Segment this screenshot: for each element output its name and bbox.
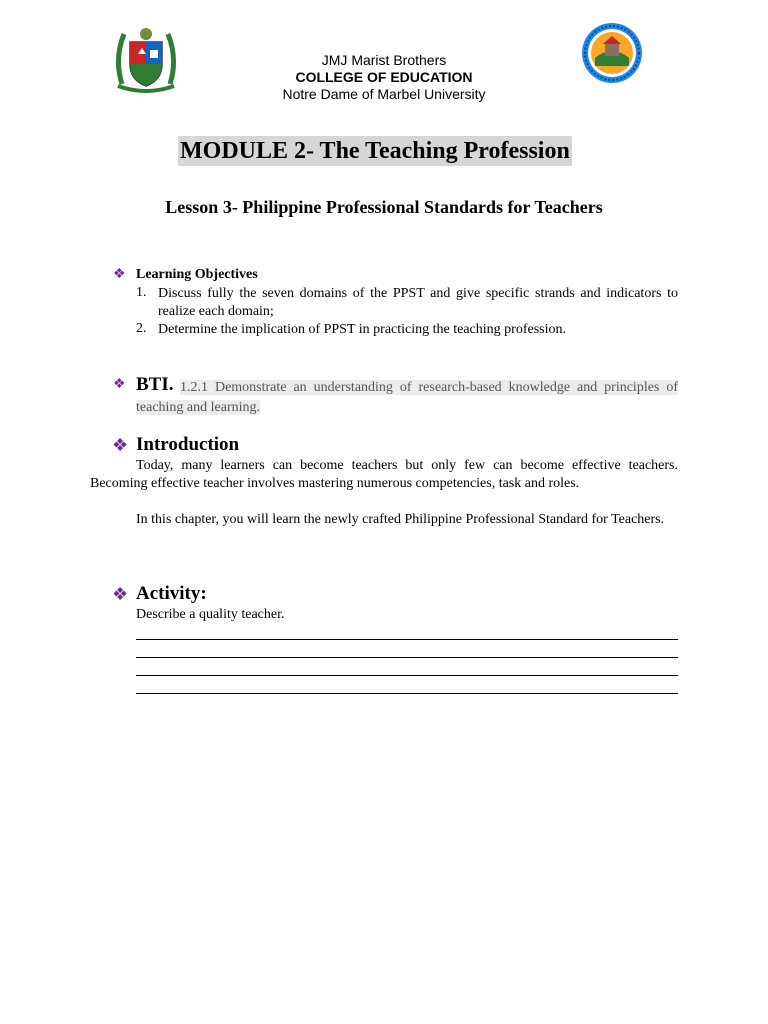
answer-line[interactable] [136, 693, 678, 694]
objective-number: 2. [136, 321, 147, 336]
college-name: COLLEGE OF EDUCATION [295, 69, 473, 85]
institution-name: JMJ Marist Brothers [321, 52, 447, 68]
objective-number: 1. [136, 285, 147, 300]
objective-item: Determine the implication of PPST in practicing the teaching profession. [158, 322, 566, 337]
introduction-heading: Introduction [136, 434, 240, 455]
introduction-paragraph: In this chapter, you will learn the newly crafted Philippine Professional Standard for Teachers. [136, 512, 665, 527]
activity-prompt: Describe a quality teacher. [136, 607, 285, 622]
answer-line[interactable] [136, 639, 678, 640]
lesson-title: Lesson 3- Philippine Professional Standards for Teachers [165, 197, 603, 217]
answer-line[interactable] [136, 675, 678, 676]
university-name: Notre Dame of Marbel University [282, 86, 486, 102]
objectives-bullet-icon: ❖ [113, 267, 126, 282]
introduction-bullet-icon: ❖ [112, 435, 129, 455]
bti-heading: BTI. [136, 374, 174, 395]
objective-item: Discuss fully the seven domains of the PPST and give specific strands and indicators to realize each domain; [158, 286, 678, 319]
module-title: MODULE 2- The Teaching Profession [180, 138, 570, 164]
learning-objectives-heading: Learning Objectives [136, 267, 258, 282]
bti-indicator-highlight: 1.2.1 Demonstrate an understanding of research-based knowledge and principles of teaching and learning. [136, 380, 678, 415]
bti-indicator-text [136, 378, 678, 418]
bti-bullet-icon: ❖ [113, 377, 126, 392]
activity-bullet-icon: ❖ [112, 584, 129, 604]
answer-line[interactable] [136, 657, 678, 658]
activity-heading: Activity: [136, 583, 207, 604]
introduction-paragraph: Today, many learners can become teachers but only few can become effective teachers. Becoming effective teacher involves mastering numerous competencies, task and roles. [90, 458, 678, 491]
